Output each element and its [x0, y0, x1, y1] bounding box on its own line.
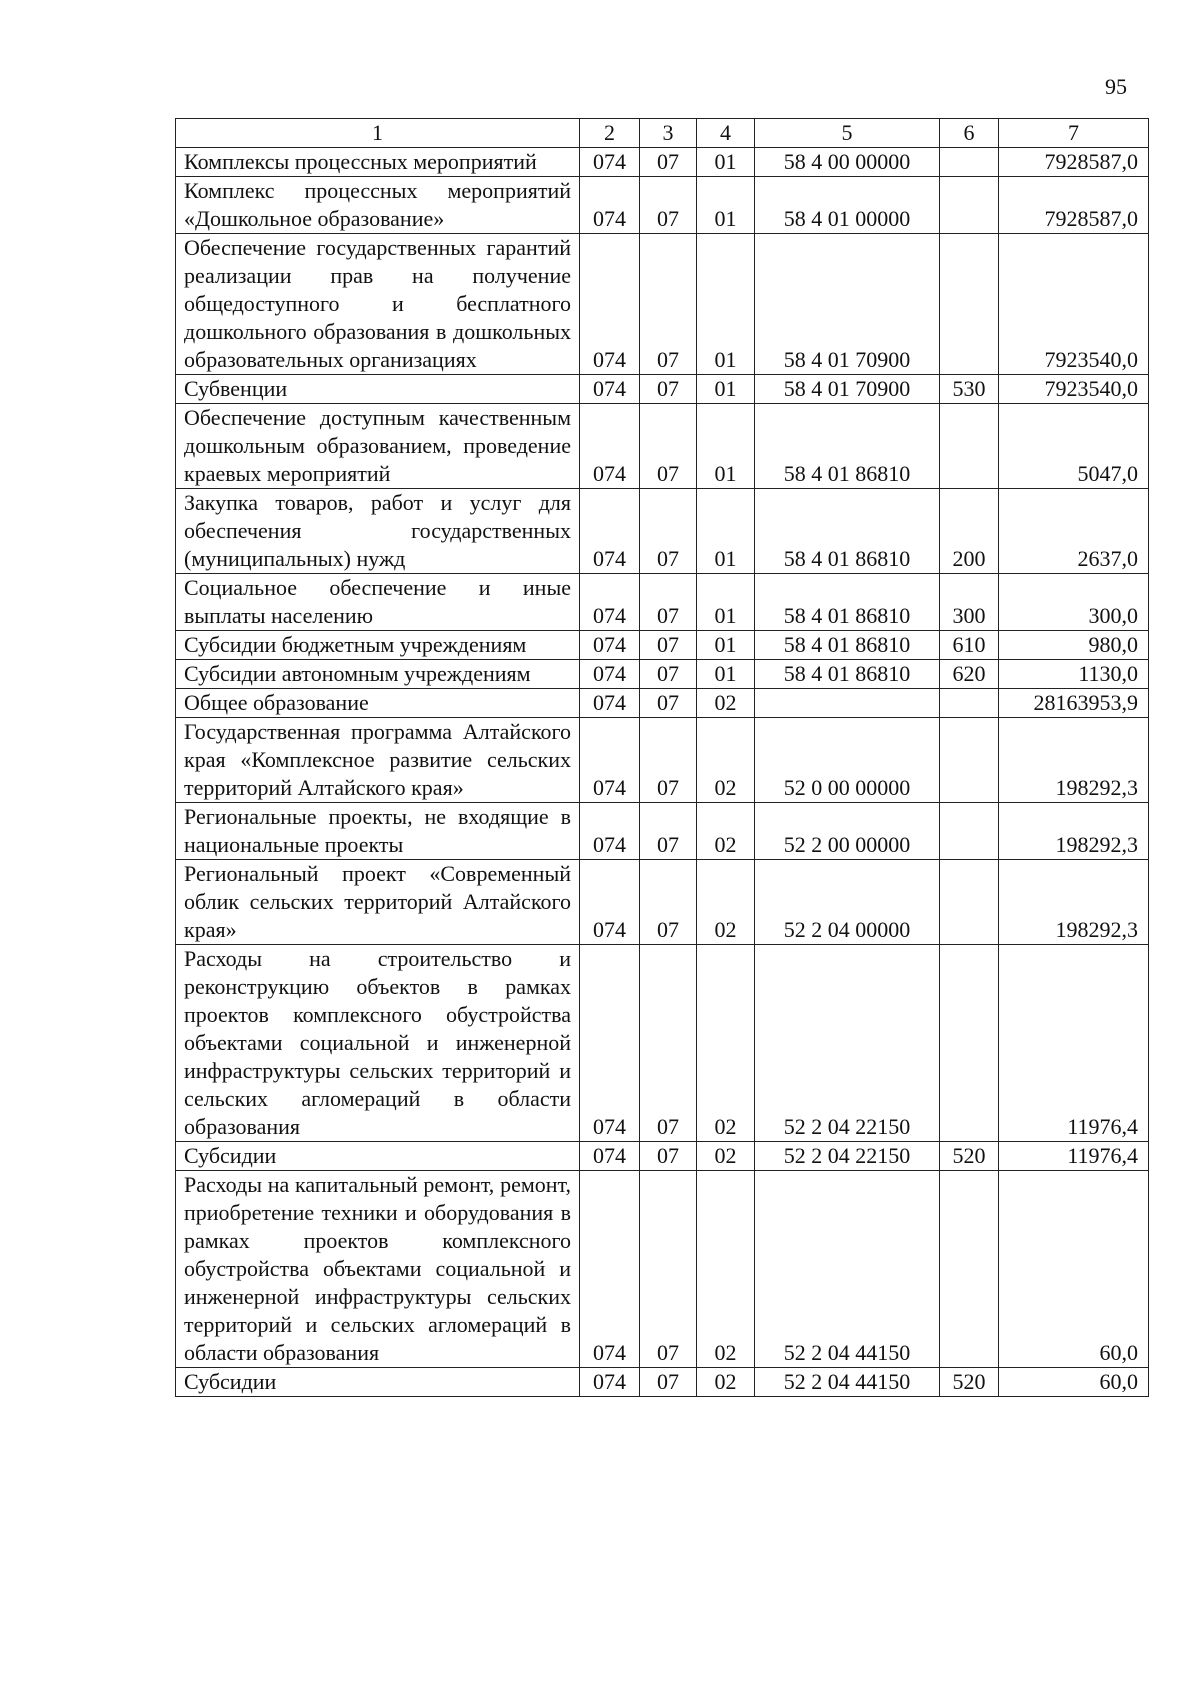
ministry-code-cell: 074 [580, 234, 640, 375]
target-article-cell: 58 4 01 86810 [755, 660, 940, 689]
table-row [176, 803, 1149, 860]
amount-cell: 980,0 [999, 631, 1149, 660]
amount-cell: 60,0 [999, 1171, 1149, 1368]
ministry-code-cell: 074 [580, 660, 640, 689]
column-header: 7 [999, 119, 1149, 148]
expense-type-cell [940, 803, 999, 860]
subsection-code-cell: 02 [697, 945, 755, 1142]
subsection-code-cell: 02 [697, 860, 755, 945]
section-code-cell: 07 [640, 574, 697, 631]
target-article-cell: 58 4 01 70900 [755, 234, 940, 375]
ministry-code-cell: 074 [580, 631, 640, 660]
target-article-cell: 52 2 04 44150 [755, 1368, 940, 1397]
section-code-cell: 07 [640, 718, 697, 803]
amount-cell: 7923540,0 [999, 375, 1149, 404]
item-name-cell: Субсидии автономным учреждениям [176, 660, 580, 689]
table-row [176, 489, 1149, 574]
table-row [176, 148, 1149, 177]
item-name-cell: Социальное обеспечение и иные выплаты населению [176, 574, 580, 631]
subsection-code-cell: 02 [697, 1171, 755, 1368]
expense-type-cell: 200 [940, 489, 999, 574]
section-code-cell: 07 [640, 1142, 697, 1171]
amount-cell: 2637,0 [999, 489, 1149, 574]
expense-type-cell: 300 [940, 574, 999, 631]
section-code-cell: 07 [640, 1368, 697, 1397]
subsection-code-cell: 01 [697, 234, 755, 375]
expense-type-cell [940, 177, 999, 234]
ministry-code-cell: 074 [580, 689, 640, 718]
item-name-cell: Расходы на капитальный ремонт, ремонт, приобретение техники и оборудования в рамках проектов комплексного обустройства объектами социальной и инженерной инфраструктуры сельских территорий и сельских агломераций в области образования [176, 1171, 580, 1368]
target-article-cell: 52 2 04 44150 [755, 1171, 940, 1368]
target-article-cell: 52 0 00 00000 [755, 718, 940, 803]
item-name-cell: Комплексы процессных мероприятий [176, 148, 580, 177]
item-name-cell: Субсидии [176, 1368, 580, 1397]
amount-cell: 11976,4 [999, 1142, 1149, 1171]
section-code-cell: 07 [640, 404, 697, 489]
section-code-cell: 07 [640, 660, 697, 689]
target-article-cell: 58 4 01 00000 [755, 177, 940, 234]
item-name-cell: Обеспечение государственных гарантий реализации прав на получение общедоступного и бесплатного дошкольного образования в дошкольных образовательных организациях [176, 234, 580, 375]
subsection-code-cell: 01 [697, 489, 755, 574]
subsection-code-cell: 01 [697, 148, 755, 177]
subsection-code-cell: 02 [697, 1142, 755, 1171]
expense-type-cell: 610 [940, 631, 999, 660]
item-name-cell: Комплекс процессных мероприятий «Дошкольное образование» [176, 177, 580, 234]
table-row [176, 631, 1149, 660]
expense-type-cell [940, 689, 999, 718]
expense-type-cell [940, 718, 999, 803]
target-article-cell: 52 2 00 00000 [755, 803, 940, 860]
ministry-code-cell: 074 [580, 1142, 640, 1171]
target-article-cell: 58 4 00 00000 [755, 148, 940, 177]
subsection-code-cell: 01 [697, 631, 755, 660]
target-article-cell: 58 4 01 70900 [755, 375, 940, 404]
subsection-code-cell: 02 [697, 1368, 755, 1397]
section-code-cell: 07 [640, 803, 697, 860]
table-row [176, 660, 1149, 689]
item-name-cell: Субвенции [176, 375, 580, 404]
expense-type-cell [940, 234, 999, 375]
subsection-code-cell: 01 [697, 177, 755, 234]
subsection-code-cell: 01 [697, 660, 755, 689]
table-body [176, 148, 1149, 1397]
expense-type-cell [940, 1171, 999, 1368]
column-header: 2 [580, 119, 640, 148]
expense-type-cell [940, 860, 999, 945]
table-row [176, 1142, 1149, 1171]
expense-type-cell: 520 [940, 1368, 999, 1397]
table-row [176, 1368, 1149, 1397]
ministry-code-cell: 074 [580, 860, 640, 945]
ministry-code-cell: 074 [580, 1368, 640, 1397]
section-code-cell: 07 [640, 234, 697, 375]
target-article-cell [755, 689, 940, 718]
subsection-code-cell: 02 [697, 689, 755, 718]
subsection-code-cell: 02 [697, 803, 755, 860]
table-row [176, 574, 1149, 631]
target-article-cell: 58 4 01 86810 [755, 574, 940, 631]
subsection-code-cell: 02 [697, 718, 755, 803]
ministry-code-cell: 074 [580, 177, 640, 234]
ministry-code-cell: 074 [580, 803, 640, 860]
ministry-code-cell: 074 [580, 718, 640, 803]
item-name-cell: Обеспечение доступным качественным дошкольным образованием, проведение краевых мероприятий [176, 404, 580, 489]
expense-type-cell [940, 404, 999, 489]
item-name-cell: Субсидии [176, 1142, 580, 1171]
ministry-code-cell: 074 [580, 375, 640, 404]
expense-type-cell: 530 [940, 375, 999, 404]
table-row [176, 234, 1149, 375]
table-row [176, 718, 1149, 803]
target-article-cell: 58 4 01 86810 [755, 404, 940, 489]
ministry-code-cell: 074 [580, 574, 640, 631]
target-article-cell: 52 2 04 22150 [755, 945, 940, 1142]
table-row [176, 689, 1149, 718]
section-code-cell: 07 [640, 375, 697, 404]
column-header: 6 [940, 119, 999, 148]
amount-cell: 198292,3 [999, 718, 1149, 803]
amount-cell: 198292,3 [999, 803, 1149, 860]
item-name-cell: Государственная программа Алтайского края «Комплексное развитие сельских территорий Алтайского края» [176, 718, 580, 803]
subsection-code-cell: 01 [697, 404, 755, 489]
table-header-row [176, 119, 1149, 148]
section-code-cell: 07 [640, 631, 697, 660]
column-header: 5 [755, 119, 940, 148]
amount-cell: 1130,0 [999, 660, 1149, 689]
subsection-code-cell: 01 [697, 375, 755, 404]
section-code-cell: 07 [640, 148, 697, 177]
item-name-cell: Субсидии бюджетным учреждениям [176, 631, 580, 660]
target-article-cell: 58 4 01 86810 [755, 631, 940, 660]
table-row [176, 945, 1149, 1142]
section-code-cell: 07 [640, 177, 697, 234]
amount-cell: 300,0 [999, 574, 1149, 631]
item-name-cell: Расходы на строительство и реконструкцию объектов в рамках проектов комплексного обустройства объектами социальной и инженерной инфраструктуры сельских территорий и сельских агломераций в области образования [176, 945, 580, 1142]
table-row [176, 375, 1149, 404]
section-code-cell: 07 [640, 1171, 697, 1368]
ministry-code-cell: 074 [580, 945, 640, 1142]
target-article-cell: 52 2 04 22150 [755, 1142, 940, 1171]
item-name-cell: Общее образование [176, 689, 580, 718]
target-article-cell: 58 4 01 86810 [755, 489, 940, 574]
item-name-cell: Региональные проекты, не входящие в национальные проекты [176, 803, 580, 860]
amount-cell: 5047,0 [999, 404, 1149, 489]
item-name-cell: Закупка товаров, работ и услуг для обеспечения государственных (муниципальных) нужд [176, 489, 580, 574]
table-row [176, 1171, 1149, 1368]
column-header: 1 [176, 119, 580, 148]
table-row [176, 860, 1149, 945]
section-code-cell: 07 [640, 945, 697, 1142]
amount-cell: 7928587,0 [999, 148, 1149, 177]
amount-cell: 198292,3 [999, 860, 1149, 945]
expense-type-cell: 520 [940, 1142, 999, 1171]
target-article-cell: 52 2 04 00000 [755, 860, 940, 945]
column-header: 3 [640, 119, 697, 148]
amount-cell: 7923540,0 [999, 234, 1149, 375]
expense-type-cell [940, 148, 999, 177]
subsection-code-cell: 01 [697, 574, 755, 631]
section-code-cell: 07 [640, 489, 697, 574]
section-code-cell: 07 [640, 689, 697, 718]
amount-cell: 7928587,0 [999, 177, 1149, 234]
page-number: 95 [1105, 74, 1127, 99]
table-row [176, 404, 1149, 489]
section-code-cell: 07 [640, 860, 697, 945]
ministry-code-cell: 074 [580, 1171, 640, 1368]
amount-cell: 28163953,9 [999, 689, 1149, 718]
column-header: 4 [697, 119, 755, 148]
ministry-code-cell: 074 [580, 404, 640, 489]
expense-type-cell: 620 [940, 660, 999, 689]
amount-cell: 60,0 [999, 1368, 1149, 1397]
amount-cell: 11976,4 [999, 945, 1149, 1142]
item-name-cell: Региональный проект «Современный облик сельских территорий Алтайского края» [176, 860, 580, 945]
table-row [176, 177, 1149, 234]
budget-table [175, 118, 1149, 1397]
expense-type-cell [940, 945, 999, 1142]
ministry-code-cell: 074 [580, 489, 640, 574]
ministry-code-cell: 074 [580, 148, 640, 177]
